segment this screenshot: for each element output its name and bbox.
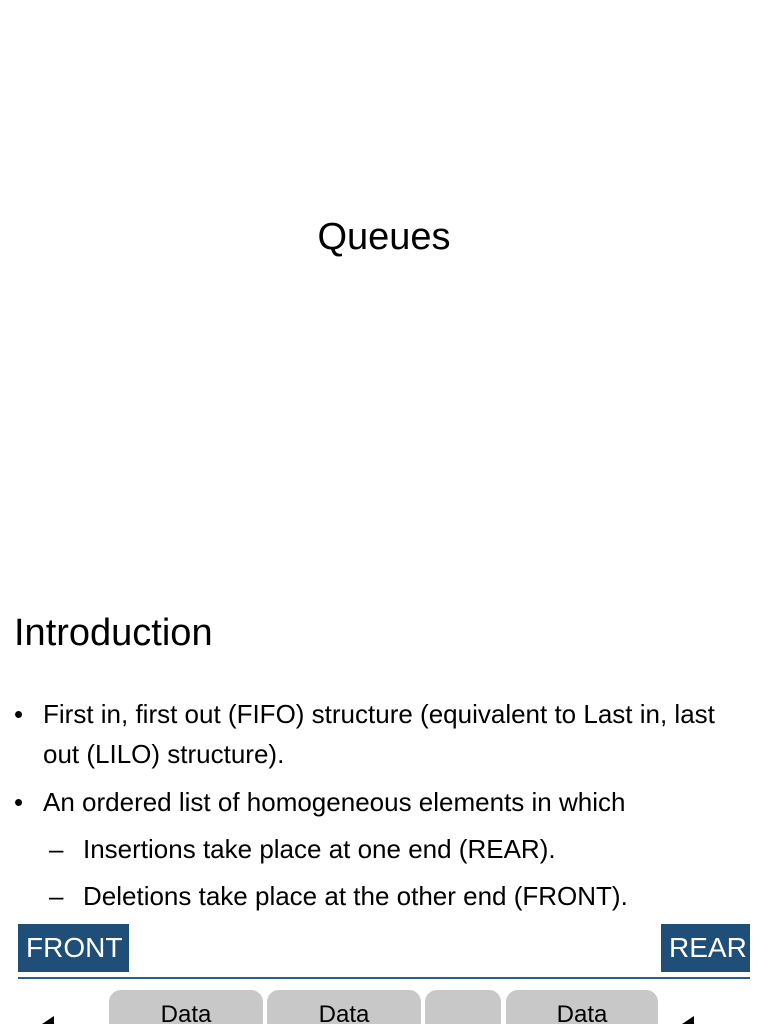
- bullet-text: An ordered list of homogeneous elements in which: [43, 787, 626, 817]
- left-arrow-icon: [682, 1016, 694, 1024]
- queue-cell: [425, 990, 501, 1024]
- queue-cell: Data: [267, 990, 421, 1024]
- sub-bullet-list: [43, 829, 754, 916]
- slide-title: Queues: [317, 216, 451, 258]
- front-label: FRONT: [18, 924, 129, 972]
- introduction-slide: [0, 576, 768, 1024]
- slide-heading: Introduction: [14, 612, 213, 654]
- sub-bullet-insertions: – Insertions take place at one end (REAR).: [49, 829, 754, 869]
- bullet-list: [14, 694, 754, 924]
- queue-divider-line: [18, 977, 750, 979]
- rear-label: REAR: [661, 924, 750, 972]
- bullet-item-ordered-list: [14, 782, 754, 916]
- left-arrow-icon: [42, 1016, 54, 1024]
- queue-cell: Data: [109, 990, 263, 1024]
- sub-bullet-deletions: – Deletions take place at the other end (FRONT).: [49, 876, 754, 916]
- bullet-item-fifo: • First in, first out (FIFO) structure (equivalent to Last in, last out (LILO) structure).: [14, 694, 754, 774]
- queue-cell: Data: [506, 990, 658, 1024]
